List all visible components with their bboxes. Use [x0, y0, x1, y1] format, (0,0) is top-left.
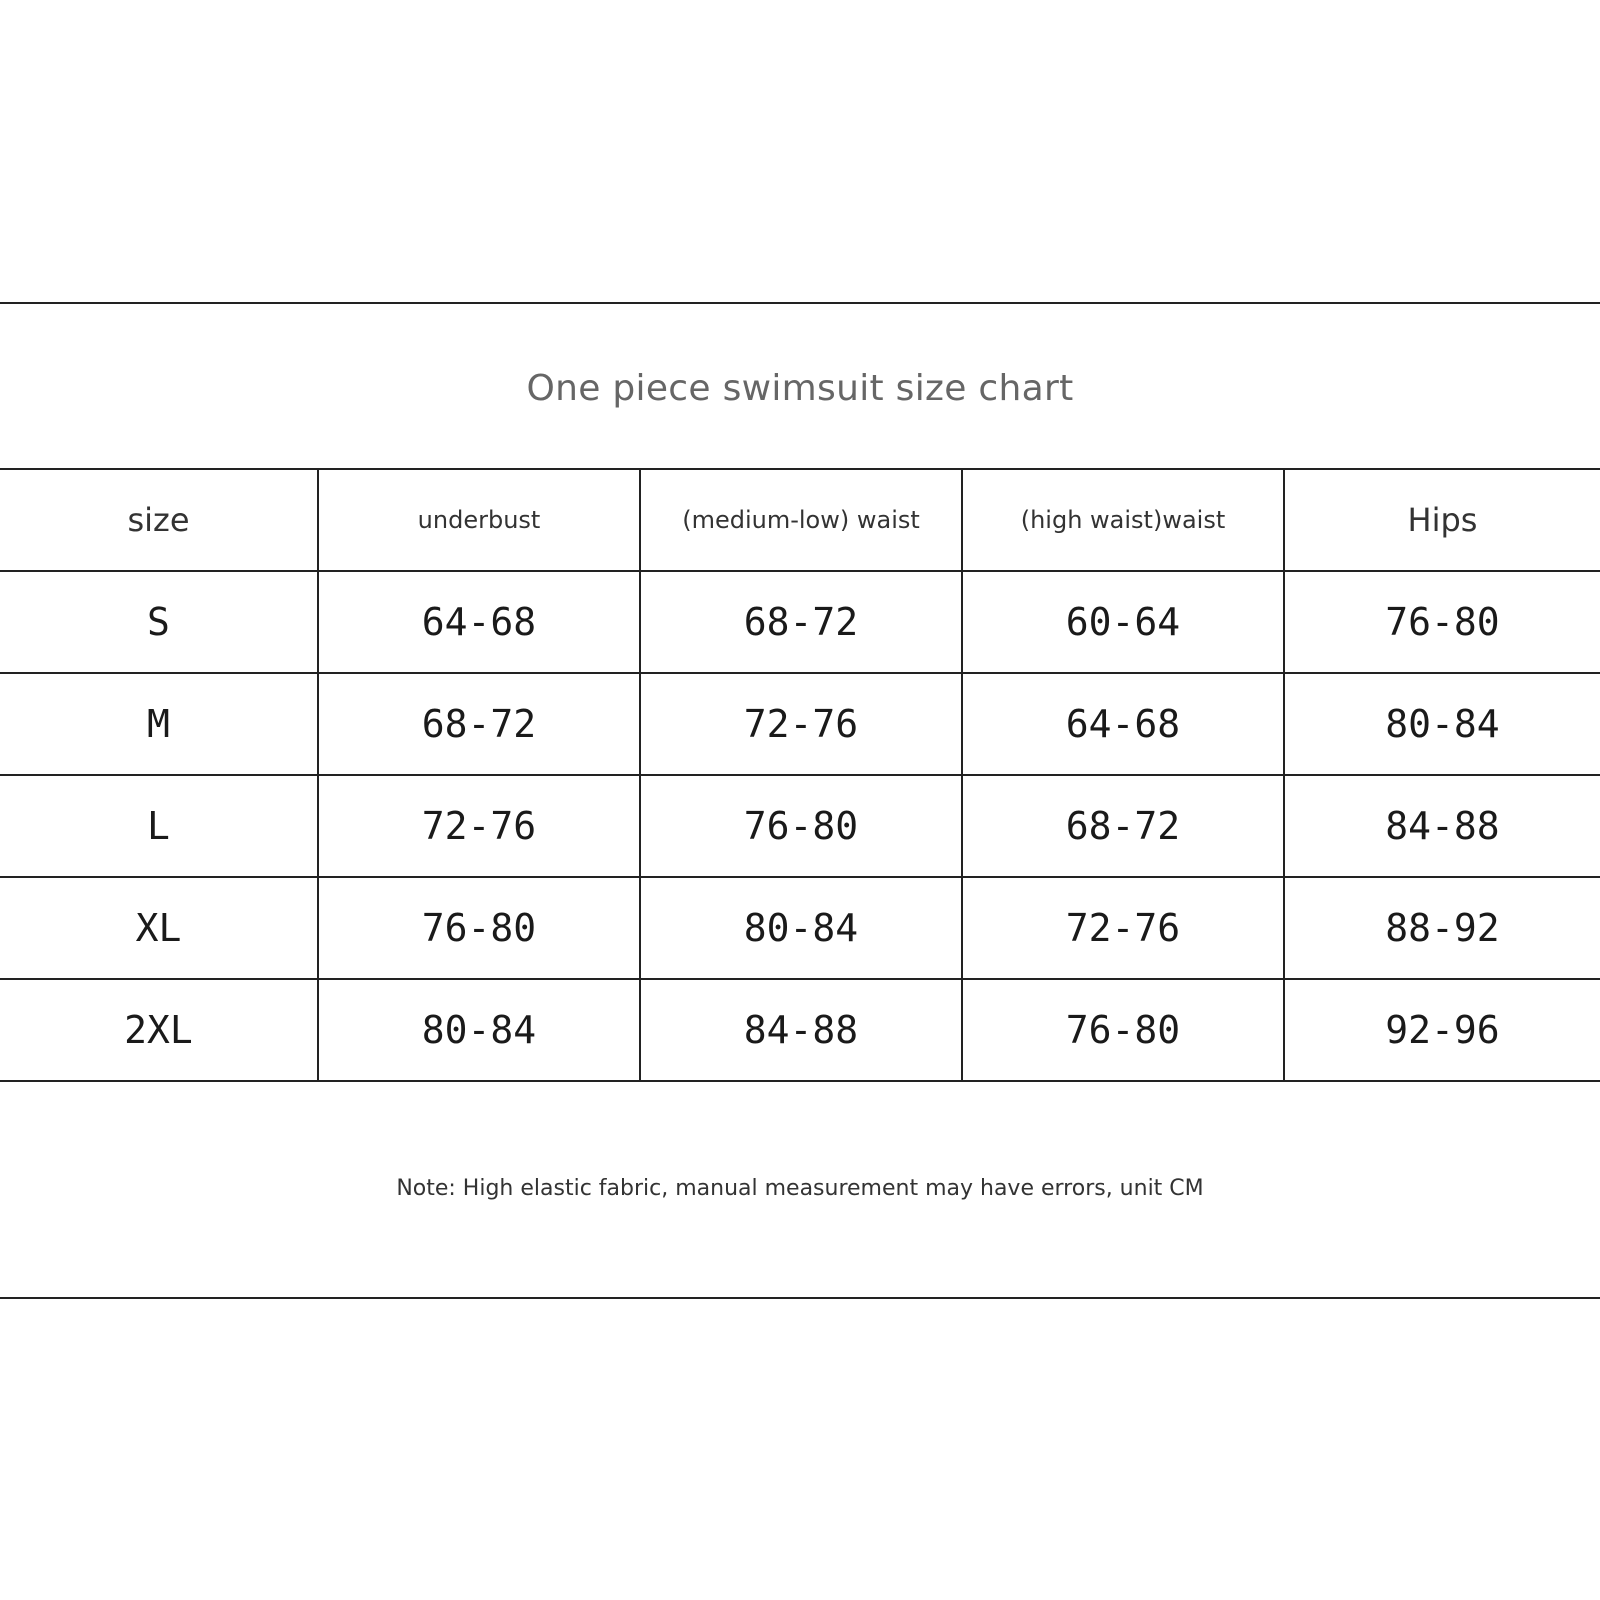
- header-size: size: [0, 469, 318, 571]
- underbust-cell: 72-76: [318, 775, 640, 877]
- chart-title: One piece swimsuit size chart: [526, 368, 1074, 409]
- table-row: [0, 571, 1600, 673]
- underbust-cell: 76-80: [318, 877, 640, 979]
- medium-low-waist-cell: 72-76: [640, 673, 962, 775]
- measurement-note: Note: High elastic fabric, manual measurement may have errors, unit CM: [396, 1176, 1204, 1201]
- high-waist-cell: 72-76: [962, 877, 1284, 979]
- hips-cell: 76-80: [1284, 571, 1600, 673]
- size-table: [0, 468, 1600, 1082]
- size-cell: 2XL: [0, 979, 318, 1081]
- medium-low-waist-cell: 80-84: [640, 877, 962, 979]
- header-underbust: underbust: [318, 469, 640, 571]
- header-medium-low-waist: (medium-low) waist: [640, 469, 962, 571]
- size-cell: L: [0, 775, 318, 877]
- high-waist-cell: 60-64: [962, 571, 1284, 673]
- medium-low-waist-cell: 76-80: [640, 775, 962, 877]
- underbust-cell: 68-72: [318, 673, 640, 775]
- medium-low-waist-cell: 84-88: [640, 979, 962, 1081]
- table-row: [0, 877, 1600, 979]
- hips-cell: 92-96: [1284, 979, 1600, 1081]
- size-chart-frame: [0, 302, 1600, 1299]
- underbust-cell: 80-84: [318, 979, 640, 1081]
- table-row: [0, 979, 1600, 1081]
- header-high-waist: (high waist)waist: [962, 469, 1284, 571]
- medium-low-waist-cell: 68-72: [640, 571, 962, 673]
- size-cell: M: [0, 673, 318, 775]
- table-row: [0, 775, 1600, 877]
- hips-cell: 80-84: [1284, 673, 1600, 775]
- high-waist-cell: 64-68: [962, 673, 1284, 775]
- header-hips: Hips: [1284, 469, 1600, 571]
- header-row: [0, 469, 1600, 571]
- high-waist-cell: 76-80: [962, 979, 1284, 1081]
- table-row: [0, 673, 1600, 775]
- underbust-cell: 64-68: [318, 571, 640, 673]
- hips-cell: 84-88: [1284, 775, 1600, 877]
- high-waist-cell: 68-72: [962, 775, 1284, 877]
- size-cell: XL: [0, 877, 318, 979]
- hips-cell: 88-92: [1284, 877, 1600, 979]
- size-cell: S: [0, 571, 318, 673]
